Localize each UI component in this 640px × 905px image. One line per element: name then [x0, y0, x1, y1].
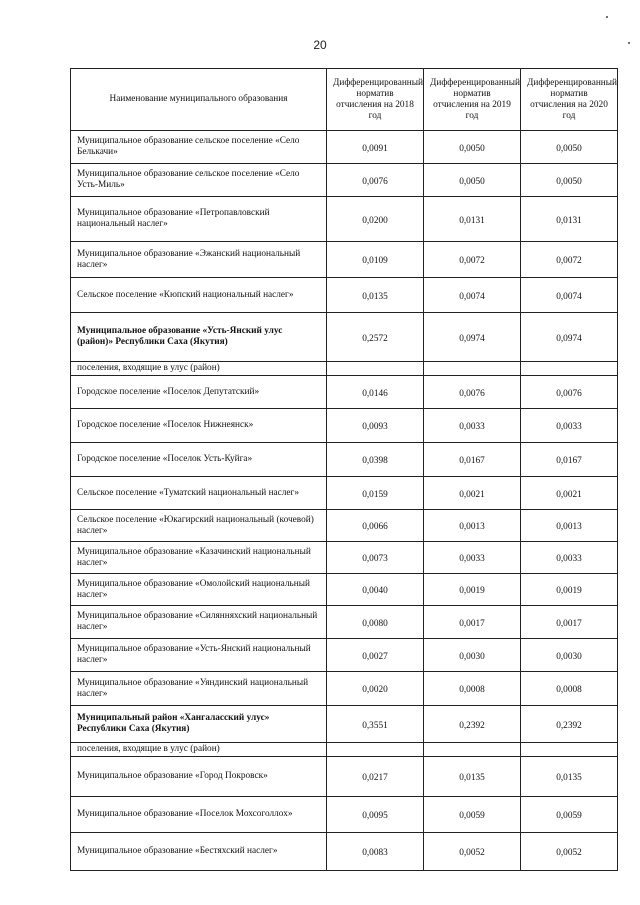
header-row — [71, 69, 618, 131]
value-2020: 0,0033 — [521, 542, 618, 574]
row-name: Сельское поселение «Туматский национальный наслег» — [71, 477, 327, 510]
row-name: Городское поселение «Поселок Нижнеянск» — [71, 409, 327, 443]
table-row — [71, 477, 618, 510]
header-2018: Дифференцированный норматив отчисления на 2018 год — [327, 69, 424, 131]
value-2020: 0,0076 — [521, 376, 618, 409]
header-2019: Дифференцированный норматив отчисления на 2019 год — [424, 69, 521, 131]
value-2020: 0,0013 — [521, 510, 618, 542]
value-2020: 0,0167 — [521, 443, 618, 477]
row-name: Муниципальное образование «Омолойский национальный наслег» — [71, 574, 327, 606]
value-2020: 0,0072 — [521, 242, 618, 278]
row-name: Муниципальное образование «Бестяхский наслег» — [71, 833, 327, 871]
value-2019: 0,0052 — [424, 833, 521, 871]
table-row — [71, 542, 618, 574]
value-2020: 0,0019 — [521, 574, 618, 606]
group-label: поселения, входящие в улус (район) — [71, 362, 327, 376]
value-2020: 0,0074 — [521, 278, 618, 313]
row-name: Муниципальное образование «Поселок Мохсоголлох» — [71, 797, 327, 833]
value-2018: 0,0095 — [327, 797, 424, 833]
value-2019: 0,0033 — [424, 542, 521, 574]
value-2018: 0,0159 — [327, 477, 424, 510]
table-row — [71, 606, 618, 639]
value-2019: 0,0050 — [424, 164, 521, 197]
value-2018: 0,0217 — [327, 757, 424, 797]
row-name: Сельское поселение «Юкагирский национальный (кочевой) наслег» — [71, 510, 327, 542]
value-2018: 0,0027 — [327, 639, 424, 672]
value-2019: 0,0074 — [424, 278, 521, 313]
value-2019: 0,2392 — [424, 706, 521, 743]
value-2018: 0,0076 — [327, 164, 424, 197]
value-2018: 0,0093 — [327, 409, 424, 443]
row-name: Муниципальный район «Хангаласский улус» Республики Саха (Якутия) — [71, 706, 327, 743]
table-row — [71, 409, 618, 443]
value-2020: 0,0050 — [521, 164, 618, 197]
value-2019: 0,0050 — [424, 131, 521, 164]
value-2019: 0,0974 — [424, 313, 521, 362]
value-2019: 0,0059 — [424, 797, 521, 833]
table-row — [71, 672, 618, 706]
group-row — [71, 743, 618, 757]
value-2018: 0,0073 — [327, 542, 424, 574]
value-2020: 0,0021 — [521, 477, 618, 510]
value-2020: 0,0052 — [521, 833, 618, 871]
table-row — [71, 833, 618, 871]
row-name: Городское поселение «Поселок Усть-Куйга» — [71, 443, 327, 477]
value-2018: 0,0109 — [327, 242, 424, 278]
table-row — [71, 197, 618, 242]
row-name: Муниципальное образование сельское поселение «Село Усть-Миль» — [71, 164, 327, 197]
value-2018: 0,0066 — [327, 510, 424, 542]
table-row — [71, 242, 618, 278]
value-2020: 0,0135 — [521, 757, 618, 797]
value-2018: 0,2572 — [327, 313, 424, 362]
value-2019: 0,0030 — [424, 639, 521, 672]
value-2018: 0,0020 — [327, 672, 424, 706]
value-2018: 0,0146 — [327, 376, 424, 409]
value-2019: 0,0072 — [424, 242, 521, 278]
value-2019: 0,0019 — [424, 574, 521, 606]
table-row — [71, 639, 618, 672]
value-2019: 0,0131 — [424, 197, 521, 242]
value-2019: 0,0033 — [424, 409, 521, 443]
header-2020: Дифференцированный норматив отчисления на 2020 год — [521, 69, 618, 131]
value-2018: 0,0040 — [327, 574, 424, 606]
row-name: Муниципальное образование «Усть-Янский улус (район)» Республики Саха (Якутия) — [71, 313, 327, 362]
table-row — [71, 313, 618, 362]
value-2020: 0,0033 — [521, 409, 618, 443]
value-2018: 0,3551 — [327, 706, 424, 743]
table-row — [71, 164, 618, 197]
value-2019: 0,0021 — [424, 477, 521, 510]
row-name: Муниципальное образование сельское поселение «Село Белькачи» — [71, 131, 327, 164]
table-row — [71, 443, 618, 477]
scan-speck — [628, 42, 630, 44]
row-name: Муниципальное образование «Усть-Янский национальный наслег» — [71, 639, 327, 672]
value-2019: 0,0013 — [424, 510, 521, 542]
value-2018: 0,0135 — [327, 278, 424, 313]
value-2020: 0,0017 — [521, 606, 618, 639]
table-row — [71, 797, 618, 833]
group-label: поселения, входящие в улус (район) — [71, 743, 327, 757]
value-2019: 0,0076 — [424, 376, 521, 409]
value-2020: 0,0059 — [521, 797, 618, 833]
value-2018: 0,0080 — [327, 606, 424, 639]
value-2020: 0,0974 — [521, 313, 618, 362]
value-2020: 0,2392 — [521, 706, 618, 743]
value-2019: 0,0135 — [424, 757, 521, 797]
row-name: Городское поселение «Поселок Депутатский» — [71, 376, 327, 409]
value-2020: 0,0030 — [521, 639, 618, 672]
value-2018: 0,0200 — [327, 197, 424, 242]
row-name: Муниципальное образование «Город Покровск» — [71, 757, 327, 797]
page-number: 20 — [313, 38, 327, 52]
table-row — [71, 278, 618, 313]
normatives-table — [70, 68, 618, 871]
table-row — [71, 376, 618, 409]
row-name: Муниципальное образование «Казачинский национальный наслег» — [71, 542, 327, 574]
row-name: Сельское поселение «Кюпский национальный наслег» — [71, 278, 327, 313]
value-2018: 0,0091 — [327, 131, 424, 164]
value-2019: 0,0017 — [424, 606, 521, 639]
table-row — [71, 706, 618, 743]
value-2020: 0,0050 — [521, 131, 618, 164]
value-2019: 0,0008 — [424, 672, 521, 706]
value-2019: 0,0167 — [424, 443, 521, 477]
row-name: Муниципальное образование «Эжанский национальный наслег» — [71, 242, 327, 278]
value-2020: 0,0008 — [521, 672, 618, 706]
group-row — [71, 362, 618, 376]
table-row — [71, 574, 618, 606]
row-name: Муниципальное образование «Петропавловский национальный наслег» — [71, 197, 327, 242]
row-name: Муниципальное образование «Уяндинский национальный наслег» — [71, 672, 327, 706]
value-2018: 0,0083 — [327, 833, 424, 871]
value-2018: 0,0398 — [327, 443, 424, 477]
table-row — [71, 131, 618, 164]
row-name: Муниципальное образование «Силянняхский национальный наслег» — [71, 606, 327, 639]
header-name: Наименование муниципального образования — [71, 69, 327, 131]
scan-speck — [606, 16, 608, 18]
table-row — [71, 757, 618, 797]
table-row — [71, 510, 618, 542]
value-2020: 0,0131 — [521, 197, 618, 242]
